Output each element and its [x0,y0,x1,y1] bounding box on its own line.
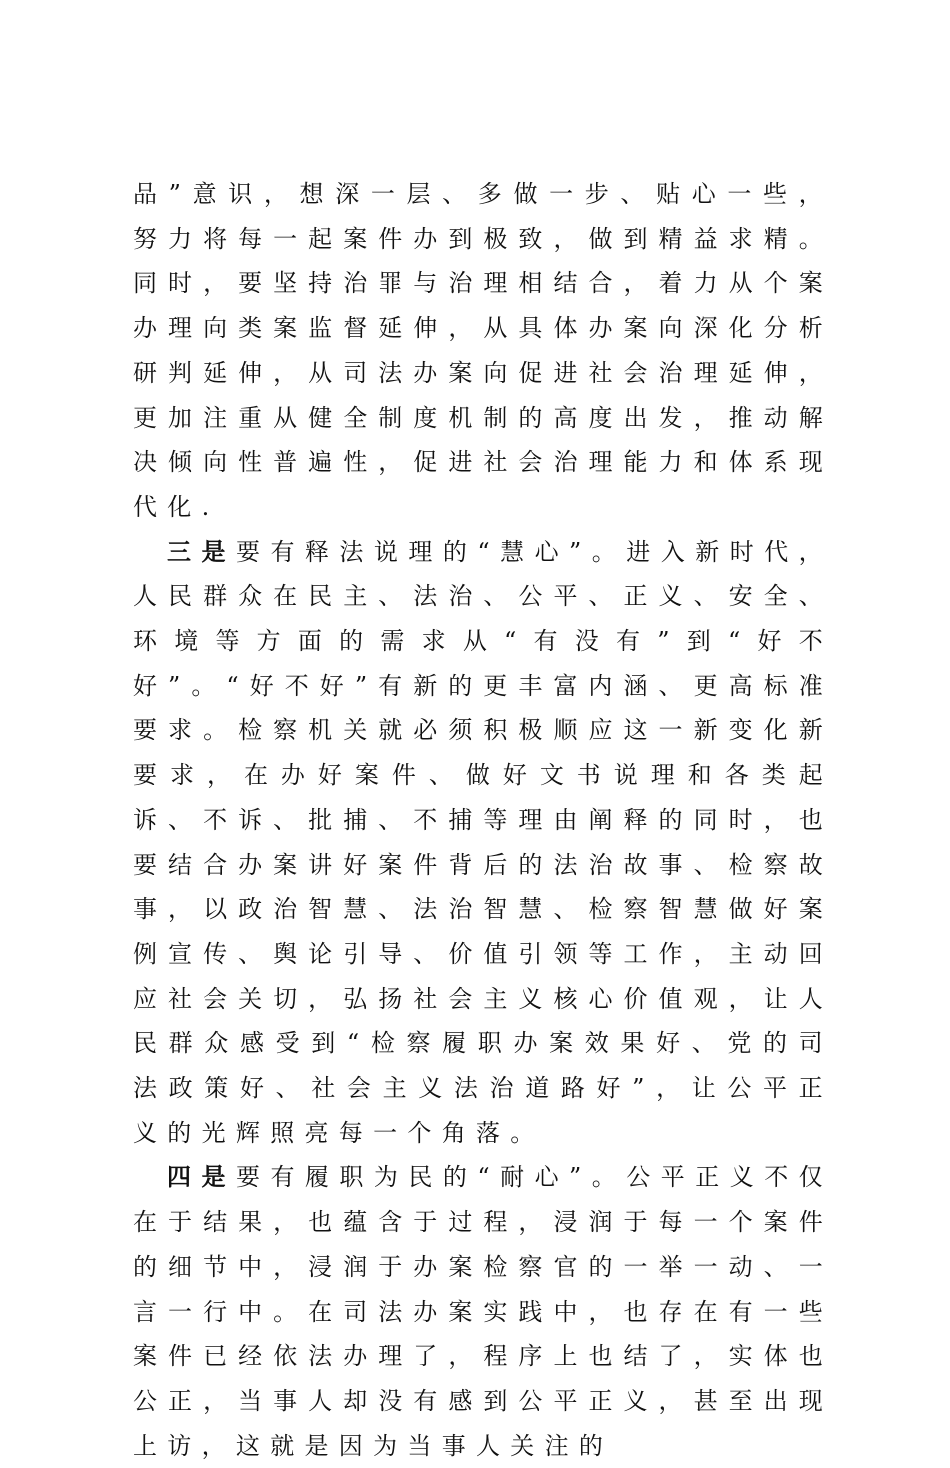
paragraph-text: 要有履职为民的“耐心”。公平正义不仅在于结果，也蕴含于过程，浸润于每一个案件的细节中，浸润于办案检察官的一举一动、一言一行中。在司法办案实践中，也存在有一些案件已经依法办理了，程序上也结了，实体也公正，当事人却没有感到公平正义，甚至出现上访，这就是因为当事人关注的 [133,1163,833,1460]
paragraph-text: 品”意识，想深一层、多做一步、贴心一些，努力将每一起案件办到极致，做到精益求精。同时，要坚持治罪与治理相结合，着力从个案办理向类案监督延伸，从具体办案向深化分析研判延伸，从司法办案向促进社会治理延伸，更加注重从健全制度机制的高度出发，推动解决倾向性普遍性，促进社会治理能力和体系现代化. [133,180,833,521]
paragraph-lead-bold: 四是 [167,1162,236,1192]
paragraph-continuation [133,172,833,530]
paragraph-four [133,1155,833,1468]
paragraph-text: 要有释法说理的“慧心”。进入新时代，人民群众在民主、法治、公平、正义、安全、环境等方面的需求从“有没有”到“好不好”。“好不好”有新的更丰富内涵、更高标准要求。检察机关就必须积极顺应这一新变化新要求，在办好案件、做好文书说理和各类起诉、不诉、批捕、不捕等理由阐释的同时，也要结合办案讲好案件背后的法治故事、检察故事，以政治智慧、法治智慧、检察智慧做好案例宣传、舆论引导、价值引领等工作，主动回应社会关切，弘扬社会主义核心价值观，让人民群众感受到“检察履职办案效果好、党的司法政策好、社会主义法治道路好”，让公平正义的光辉照亮每一个角落。 [133,537,833,1147]
paragraph-three [133,530,833,1156]
document-page [133,172,833,1468]
paragraph-lead-bold: 三是 [167,536,236,566]
